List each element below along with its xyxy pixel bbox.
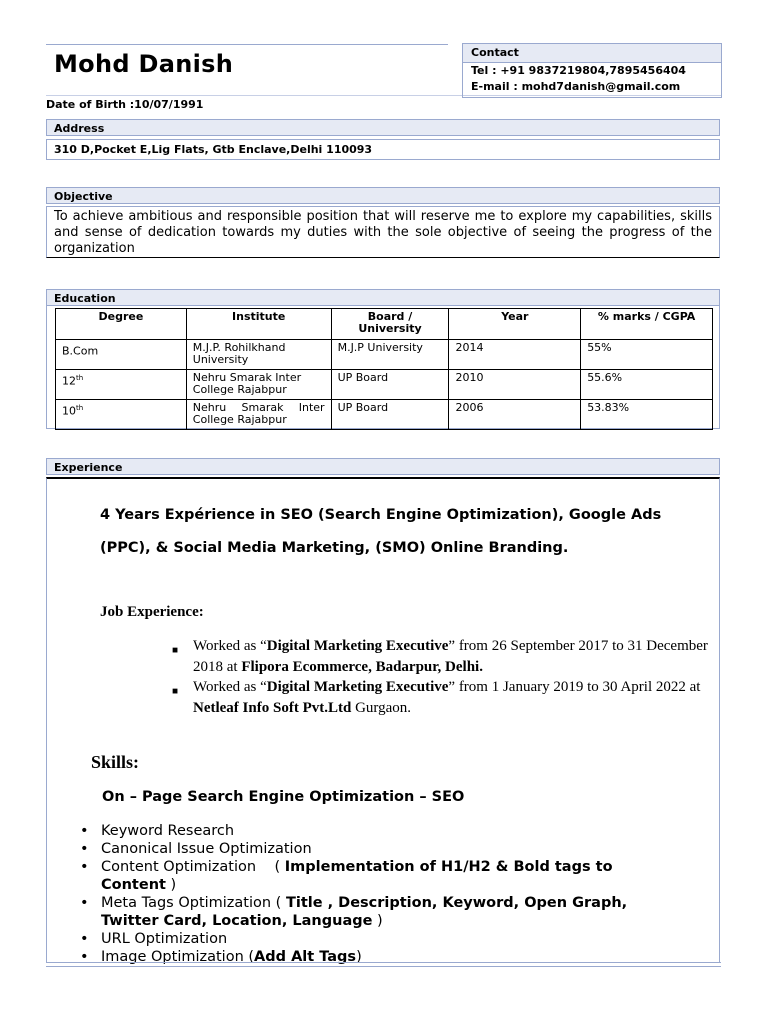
table-row <box>56 340 713 370</box>
contact-email: E-mail : mohd7danish@gmail.com <box>471 80 681 93</box>
list-item: • Image Optimization (Add Alt Tags) <box>80 948 680 966</box>
experience-summary-line2: (PPC), & Social Media Marketing, (SMO) Online Branding. <box>100 540 569 556</box>
list-item: • Content Optimization ( Implementation of H1/H2 & Bold tags to Content ) <box>80 858 680 894</box>
skills-subtitle: On – Page Search Engine Optimization – SEO <box>102 789 465 805</box>
job-item <box>172 677 722 719</box>
list-item: • Keyword Research <box>80 822 680 840</box>
board-cell: UP Board <box>331 400 449 430</box>
list-item: • URL Optimization <box>80 930 680 948</box>
year-cell: 2014 <box>449 340 581 370</box>
skills-heading: Skills: <box>91 752 140 772</box>
table-row <box>56 400 713 430</box>
column-header: % marks / CGPA <box>581 309 713 340</box>
address-text: 310 D,Pocket E,Lig Flats, Gtb Enclave,Delhi 110093 <box>54 143 373 156</box>
institute-cell: Nehru Smarak Inter College Rajabpur <box>186 400 331 430</box>
list-item: • Canonical Issue Optimization <box>80 840 680 858</box>
column-header: Institute <box>186 309 331 340</box>
contact-title: Contact <box>463 44 721 63</box>
candidate-name: Mohd Danish <box>54 50 234 78</box>
year-cell: 2010 <box>449 370 581 400</box>
objective-text: To achieve ambitious and responsible position that will reserve me to explore my capabilities, skills and sense of dedication towards my duties with the sole objective of seeing the progress of the organization <box>54 209 712 256</box>
date-of-birth: Date of Birth :10/07/1991 <box>46 98 204 111</box>
education-table <box>55 308 713 430</box>
address-header: Address <box>46 119 720 136</box>
bullet-icon: ■ <box>172 686 179 697</box>
job-experience-heading: Job Experience: <box>100 604 204 620</box>
list-item: • Meta Tags Optimization ( Title , Description, Keyword, Open Graph, Twitter Card, Location, Language ) <box>80 894 680 930</box>
job-text: Worked as “Digital Marketing Executive” from 26 September 2017 to 31 December 2018 at Flipora Ecommerce, Badarpur, Delhi. <box>193 638 708 675</box>
year-cell: 2006 <box>449 400 581 430</box>
board-cell: M.J.P University <box>331 340 449 370</box>
objective-box <box>46 206 720 258</box>
marks-cell: 55.6% <box>581 370 713 400</box>
address-box <box>46 139 720 160</box>
column-header: Degree <box>56 309 187 340</box>
skills-list <box>80 822 680 966</box>
board-cell: UP Board <box>331 370 449 400</box>
education-header: Education <box>46 289 720 306</box>
column-header: Year <box>449 309 581 340</box>
experience-header: Experience <box>46 458 720 475</box>
degree-cell: 10th <box>56 400 187 430</box>
job-text: Worked as “Digital Marketing Executive” from 1 January 2019 to 30 April 2022 at Netleaf Info Soft Pvt.Ltd Gurgaon. <box>193 679 701 716</box>
bottom-rule <box>46 962 721 967</box>
column-header: Board / University <box>331 309 449 340</box>
job-item <box>172 636 722 678</box>
contact-phone: Tel : +91 9837219804,7895456404 <box>471 64 686 77</box>
table-row <box>56 370 713 400</box>
institute-cell: Nehru Smarak Inter College Rajabpur <box>186 370 331 400</box>
institute-cell: M.J.P. Rohilkhand University <box>186 340 331 370</box>
bullet-icon: ■ <box>172 645 179 656</box>
marks-cell: 53.83% <box>581 400 713 430</box>
degree-cell: 12th <box>56 370 187 400</box>
header-rule <box>46 44 448 45</box>
experience-summary-line1: 4 Years Expérience in SEO (Search Engine Optimization), Google Ads <box>100 507 662 523</box>
marks-cell: 55% <box>581 340 713 370</box>
education-header-row <box>56 309 713 340</box>
objective-header: Objective <box>46 187 720 204</box>
contact-box <box>462 43 722 98</box>
degree-cell: B.Com <box>56 340 187 370</box>
